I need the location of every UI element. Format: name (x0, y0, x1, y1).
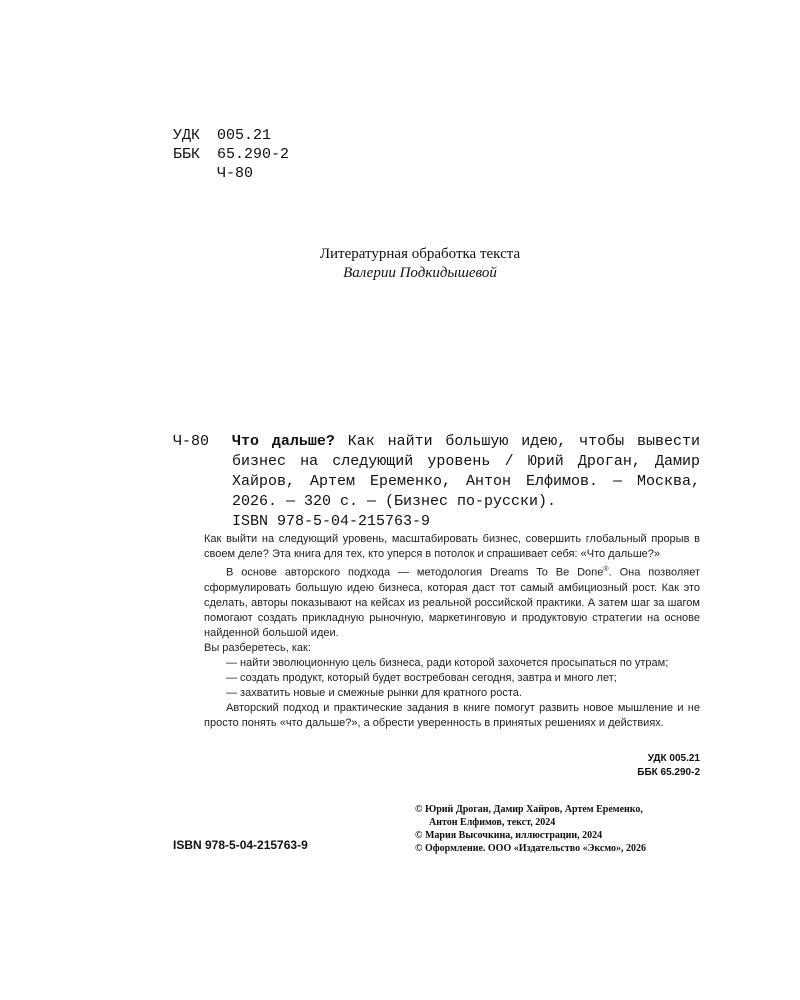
classification-block (173, 126, 289, 183)
bbk-label: ББК (173, 146, 201, 163)
copyright-authors-cont: Антон Елфимов, текст, 2024 (429, 817, 556, 828)
annotation-bullet-2: — создать продукт, который будет востребован сегодня, завтра и много лет; (226, 671, 617, 684)
copyright-authors: © Юрий Дроган, Дамир Хайров, Артем Еременко, (415, 804, 643, 815)
bbk-row (173, 145, 289, 164)
bib-description: Как найти большую идею, чтобы вывести бизнес на следующий уровень / Юрий Дроган, Дамир Хайров, Артем Еременко, Антон Елфимов. — Москва, 2026. — 320 с. — (Бизнес по-русски). (232, 433, 700, 510)
udk-bbk-right (600, 752, 700, 780)
annotation-p2-start: В основе авторского подхода — методология Dreams To Be Done (226, 566, 604, 579)
author-mark: Ч-80 (217, 165, 254, 182)
registered-mark: ® (603, 566, 609, 573)
editor-line: Литературная обработка текста (319, 246, 521, 262)
annotation (204, 532, 700, 731)
isbn-bottom: ISBN 978-5-04-215763-9 (173, 838, 308, 852)
bib-code: Ч-80 (173, 433, 210, 450)
annotation-p3: Вы разберетесь, как: (204, 641, 311, 654)
bibliographic-record (173, 432, 700, 530)
bib-isbn: ISBN 978-5-04-215763-9 (232, 513, 431, 530)
copyright-block (415, 803, 705, 855)
annotation-p4: Авторский подход и практические задания в книге помогут развить новое мышление и не просто понять «что дальше?», а обрести уверенность в принятых решениях и действиях. (204, 701, 700, 729)
book-title: Что дальше? (232, 433, 335, 450)
annotation-p1: Как выйти на следующий уровень, масштабировать бизнес, совершить глобальный прорыв в своем деле? Эта книга для тех, кто уперся в потолок и спрашивает себя: «Что дальше?» (204, 533, 700, 560)
bbk-value: 65.290-2 (217, 146, 290, 163)
bib-text (232, 432, 700, 512)
annotation-bullet-1: — найти эволюционную цель бизнеса, ради которой захочется просыпаться по утрам; (226, 656, 669, 669)
udk-row (173, 126, 289, 145)
editor-credit (240, 245, 600, 283)
copyright-design: © Оформление. ООО «Издательство «Эксмо», 2026 (415, 843, 646, 854)
annotation-p2 (204, 562, 700, 641)
udk-value: 005.21 (217, 127, 272, 144)
bbk-right-line: ББК 65.290-2 (637, 767, 700, 778)
editor-name: Валерии Подкидышевой (343, 265, 497, 281)
copyright-illustrations: © Мария Высочкина, иллюстрации, 2024 (415, 830, 603, 841)
udk-label: УДК (173, 127, 201, 144)
udk-right-line: УДК 005.21 (647, 753, 700, 764)
annotation-p2-end: . Она позволяет сформулировать большую идею бизнеса, которая даст тот самый амбициозный рост. Как это сделать, авторы показывают на кейсах из реальной российской практики. А затем шаг за шагом помогают создать прикладную рыночную, маркетинговую и продуктовую стратегии на основе найденной большой идеи. (204, 566, 700, 639)
annotation-bullet-3: — захватить новые и смежные рынки для кратного роста. (226, 686, 522, 699)
